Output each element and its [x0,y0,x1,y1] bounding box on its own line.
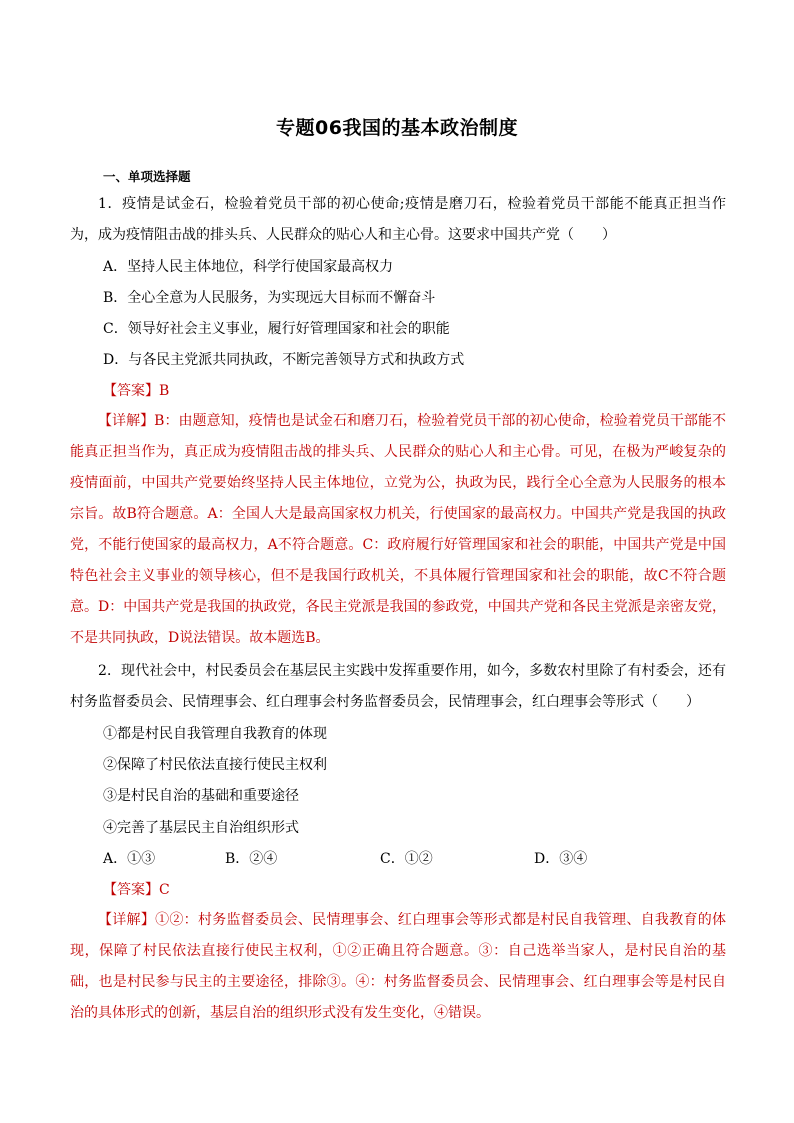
question-2-answer: 【答案】C [103,882,170,898]
question-2-item-4: ④完善了基层民主自治组织形式 [103,820,299,836]
question-1-option-d: D．与各民主党派共同执政，不断完善领导方式和执政方式 [103,352,465,368]
question-2-choice-c: C．①② [380,851,433,867]
question-2-explanation: 【详解】①②：村务监督委员会、民情理事会、红白理事会等形式都是村民自我管理、自我教育的体现，保障了村民依法直接行使民主权利，①②正确且符合题意。③：自己选举当家人，是村民自治的基础，也是村民参与民主的主要途径，排除③。④：村务监督委员会、民情理事会、红白理事会等是村民自治的具体形式的创新，基层自治的组织形式没有发生变化，④错误。 [70,912,726,1021]
question-1-option-b: B．全心全意为人民服务，为实现远大目标而不懈奋斗 [103,290,436,306]
question-2-choice-d: D．③④ [534,851,588,867]
section-heading: 一、单项选择题 [103,169,191,184]
question-2-choice-b: B．②④ [225,851,278,867]
question-2-choice-a: A．①③ [103,851,156,867]
question-2-stem: 2．现代社会中，村民委员会在基层民主实践中发挥重要作用，如今，多数农村里除了有村委会，还有村务监督委员会、民情理事会、红白理事会村务监督委员会，民情理事会，红白理事会等形式（ ） [70,663,726,710]
question-2-item-3: ③是村民自治的基础和重要途径 [103,788,299,804]
document-title: 专题06我国的基本政治制度 [276,117,518,139]
question-1-explanation: 【详解】B：由题意知，疫情也是试金石和磨刀石，检验着党员干部的初心使命，检验着党员干部能不能真正担当作为，真正成为疫情阻击战的排头兵、人民群众的贴心人和主心骨。可见，在极为严峻复杂的疫情面前，中国共产党要始终坚持人民主体地位，立党为公，执政为民，践行全心全意为人民服务的根本宗旨。故B符合题意。A：全国人大是最高国家权力机关，行使国家的最高权力。中国共产党是我国的执政党，不能行使国家的最高权力，A不符合题意。C：政府履行好管理国家和社会的职能，中国共产党是中国特色社会主义事业的领导核心，但不是我国行政机关，不具体履行管理国家和社会的职能，故C不符合题意。D：中国共产党是我国的执政党，各民主党派是我国的参政党，中国共产党和各民主党派是亲密友党，不是共同执政，D说法错误。故本题选B。 [70,413,726,646]
question-2-item-1: ①都是村民自我管理自我教育的体现 [103,726,327,742]
question-1-stem: 1．疫情是试金石，检验着党员干部的初心使命;疫情是磨刀石，检验着党员干部能不能真正担当作为，成为疫情阻击战的排头兵、人民群众的贴心人和主心骨。这要求中国共产党（ ） [70,196,726,243]
question-1-option-c: C．领导好社会主义事业，履行好管理国家和社会的职能 [103,321,450,337]
question-2-item-2: ②保障了村民依法直接行使民主权利 [103,757,327,773]
question-1-answer: 【答案】B [103,383,170,399]
question-1-option-a: A．坚持人民主体地位，科学行使国家最高权力 [103,259,394,275]
